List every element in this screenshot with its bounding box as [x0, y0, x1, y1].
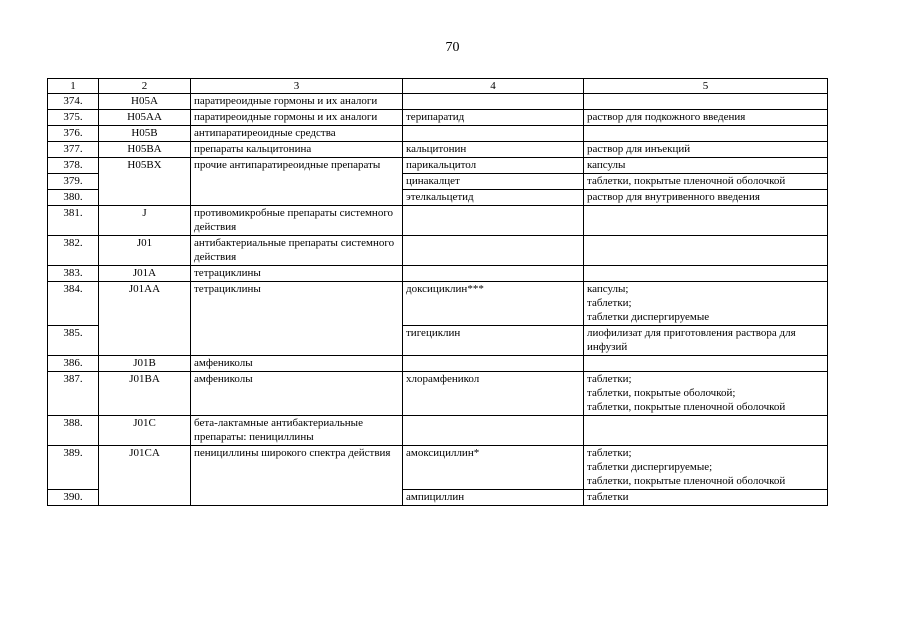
drug-name: [403, 356, 584, 372]
atc-code: J01C: [99, 416, 191, 446]
dosage-forms: [584, 416, 828, 446]
row-number: 389.: [48, 446, 99, 490]
table-row: [48, 236, 828, 266]
dosage-forms: [584, 326, 828, 356]
row-number: 386.: [48, 356, 99, 372]
table-row: [48, 282, 828, 326]
dosage-forms: [584, 142, 828, 158]
dosage-forms: [584, 282, 828, 326]
atc-code: J01B: [99, 356, 191, 372]
drug-name: [403, 206, 584, 236]
table-row: [48, 356, 828, 372]
drug-name: [403, 94, 584, 110]
atc-code: H05A: [99, 94, 191, 110]
group-name: тетрациклины: [191, 282, 403, 356]
row-number: 382.: [48, 236, 99, 266]
header-cell-1: 1: [48, 79, 99, 94]
atc-code: H05BA: [99, 142, 191, 158]
row-number: 377.: [48, 142, 99, 158]
header-row: [48, 79, 828, 94]
header-cell-3: 3: [191, 79, 403, 94]
group-name: антибактериальные препараты системного действия: [191, 236, 403, 266]
table-row: [48, 206, 828, 236]
dosage-form: лиофилизат для приготовления раствора для инфузий: [587, 327, 796, 353]
dosage-form: таблетки диспергируемые: [587, 311, 710, 323]
dosage-form: таблетки;: [587, 297, 632, 309]
drug-name: ампициллин: [403, 490, 584, 506]
drug-name: терипаратид: [403, 110, 584, 126]
dosage-forms: [584, 190, 828, 206]
dosage-forms: [584, 94, 828, 110]
group-name: паратиреоидные гормоны и их аналоги: [191, 110, 403, 126]
header-cell-2: 2: [99, 79, 191, 94]
table-row: [48, 110, 828, 126]
atc-code: J01BA: [99, 372, 191, 416]
group-name: амфениколы: [191, 356, 403, 372]
header-cell-4: 4: [403, 79, 584, 94]
drug-name: [403, 266, 584, 282]
row-number: 388.: [48, 416, 99, 446]
group-name: пенициллины широкого спектра действия: [191, 446, 403, 506]
dosage-forms: [584, 236, 828, 266]
dosage-form: раствор для инъекций: [587, 143, 691, 155]
drug-name: хлорамфеникол: [403, 372, 584, 416]
table-row: [48, 446, 828, 490]
drug-name: [403, 126, 584, 142]
dosage-forms: [584, 266, 828, 282]
dosage-form: таблетки;: [587, 447, 632, 459]
table-row: [48, 416, 828, 446]
atc-code: H05BX: [99, 158, 191, 206]
atc-code: J01AA: [99, 282, 191, 356]
dosage-forms: [584, 372, 828, 416]
atc-code: J01A: [99, 266, 191, 282]
row-number: 390.: [48, 490, 99, 506]
header-cell-5: 5: [584, 79, 828, 94]
table-row: [48, 372, 828, 416]
dosage-form: таблетки, покрытые пленочной оболочкой: [587, 475, 786, 487]
dosage-form: капсулы: [587, 159, 626, 171]
dosage-forms: [584, 490, 828, 506]
row-number: 379.: [48, 174, 99, 190]
dosage-form: таблетки, покрытые оболочкой;: [587, 387, 736, 399]
drug-name: этелкальцетид: [403, 190, 584, 206]
group-name: прочие антипаратиреоидные препараты: [191, 158, 403, 206]
row-number: 374.: [48, 94, 99, 110]
group-name: антипаратиреоидные средства: [191, 126, 403, 142]
drug-name: кальцитонин: [403, 142, 584, 158]
table-row: [48, 142, 828, 158]
group-name: препараты кальцитонина: [191, 142, 403, 158]
drug-name: парикальцитол: [403, 158, 584, 174]
atc-code: H05B: [99, 126, 191, 142]
drug-name: амоксициллин*: [403, 446, 584, 490]
dosage-form: таблетки диспергируемые;: [587, 461, 713, 473]
atc-code: H05AA: [99, 110, 191, 126]
atc-code: J: [99, 206, 191, 236]
page-number: 70: [445, 40, 460, 55]
row-number: 376.: [48, 126, 99, 142]
dosage-form: раствор для подкожного введения: [587, 111, 746, 123]
atc-code: J01: [99, 236, 191, 266]
dosage-form: капсулы;: [587, 283, 629, 295]
table-row: [48, 94, 828, 110]
table-row: [48, 126, 828, 142]
dosage-forms: [584, 158, 828, 174]
dosage-form: раствор для внутривенного введения: [587, 191, 760, 203]
drug-table: [47, 78, 828, 506]
dosage-forms: [584, 446, 828, 490]
drug-name: [403, 236, 584, 266]
row-number: 378.: [48, 158, 99, 174]
atc-code: J01CA: [99, 446, 191, 506]
drug-name: доксициклин***: [403, 282, 584, 326]
dosage-forms: [584, 206, 828, 236]
drug-name: [403, 416, 584, 446]
dosage-forms: [584, 174, 828, 190]
drug-name: цинакалцет: [403, 174, 584, 190]
group-name: противомикробные препараты системного действия: [191, 206, 403, 236]
group-name: бета-лактамные антибактериальные препараты: пенициллины: [191, 416, 403, 446]
dosage-forms: [584, 356, 828, 372]
row-number: 385.: [48, 326, 99, 356]
table-row: [48, 158, 828, 174]
dosage-forms: [584, 110, 828, 126]
row-number: 375.: [48, 110, 99, 126]
dosage-form: таблетки;: [587, 373, 632, 385]
row-number: 387.: [48, 372, 99, 416]
dosage-form: таблетки: [587, 491, 629, 503]
row-number: 383.: [48, 266, 99, 282]
group-name: амфениколы: [191, 372, 403, 416]
dosage-forms: [584, 126, 828, 142]
table-row: [48, 266, 828, 282]
row-number: 380.: [48, 190, 99, 206]
dosage-form: таблетки, покрытые пленочной оболочкой: [587, 175, 786, 187]
row-number: 384.: [48, 282, 99, 326]
drug-name: тигециклин: [403, 326, 584, 356]
row-number: 381.: [48, 206, 99, 236]
group-name: тетрациклины: [191, 266, 403, 282]
dosage-form: таблетки, покрытые пленочной оболочкой: [587, 401, 786, 413]
group-name: паратиреоидные гормоны и их аналоги: [191, 94, 403, 110]
